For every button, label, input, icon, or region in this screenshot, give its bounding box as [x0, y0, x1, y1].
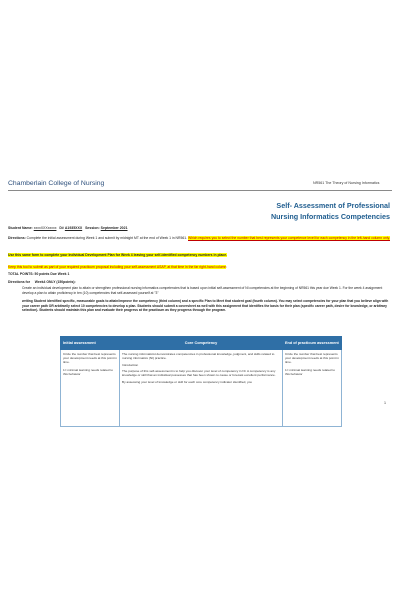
cell-text: The nursing informaticist demonstrates competencies in professional knowledge, judgment, and skills related to nursing informatics (NI) practice.: [122, 352, 275, 361]
directions-label: Directions:: [8, 236, 26, 240]
student-name-label: Student Name:: [8, 226, 33, 230]
student-id-value: A1935XXX: [64, 226, 83, 230]
course-name: NR561 The Theory of Nursing Informatics: [313, 181, 380, 185]
directions-for-week: Week4 ONLY (150points):: [34, 280, 76, 284]
document-title: [271, 200, 390, 222]
directions-paragraph: [8, 236, 396, 241]
use-form-text: Use this same form to complete your Individual Development Plan for Week 4 leaving your self-identified competency numbers in place.: [8, 253, 228, 257]
keep-tool-text: Keep this tool to submit as part of your required practicum proposal including your self-assessment ASAP, at that time in the far right-hand column: [8, 265, 227, 269]
directions-for-body-1: Create an individual development plan to attain or strengthen professional nursing informatics competencies that is based upon initial self-assessment of NI competencies at the beginning of NR561 this year due Week 1. For the week 4 assignment develop a plan to attain proficiency in ten (10) competencies that self-assessed yourself at "3": [22, 286, 383, 295]
title-line-1: Self- Assessment of Professional: [276, 201, 390, 210]
cell-text: Introduction: [122, 363, 139, 368]
header-initial-assessment: Initial assessment: [61, 337, 120, 350]
college-name: Chamberlain College of Nursing: [8, 180, 105, 187]
directions-highlight: Which requires you to select the number that best represents your competence level for each competency in the left-hand column only.: [188, 236, 390, 240]
header-end-assessment: End of practicum assessment: [283, 337, 342, 350]
core-competency-cell: [120, 350, 283, 427]
end-assessment-cell: [283, 350, 342, 427]
directions-for-body-2: writing Student identified specific, measurable goals to attain/improve the competency (third column) and a specific Plan to Meet that student goal (fourth column). You may select competencies for your plan that you believe align with your career path OR arbitrarily select 10 competencies to develop a plan. Students should submit a coversheet as well with this assignment that identifies the basis for their plan (specific career path, desire for knowledge, or arbitrary selection). Students should maintain this plan and evaluate their progress at the practicum as they progress through the program.: [22, 299, 389, 313]
page-number: 1: [384, 401, 386, 405]
session-value: September 2021: [100, 226, 128, 230]
cell-text: The purpose of this self-assessment is to help you discover your level of competency in NI. A competency is any knowledge or skill that an individual possesses that has been shown to cause or forecast excellent performance.: [122, 368, 276, 377]
initial-assessment-cell: [61, 350, 120, 427]
keep-tool-paragraph: [8, 265, 396, 270]
student-name-value: xxxxXXXxxxxx: [33, 226, 57, 230]
table-row: [61, 350, 342, 427]
use-form-paragraph: [8, 253, 396, 258]
page-header: [8, 180, 392, 189]
cell-text: 1= minimal learning needs related to this behavior: [285, 367, 335, 376]
title-line-2: Nursing Informatics Competencies: [270, 212, 390, 221]
header-divider: [8, 190, 392, 191]
total-points: TOTAL POINTS: 50 points Due Week 1: [8, 272, 70, 276]
cell-text: Circle the number that best represents your development needs at this point in time.: [63, 352, 117, 365]
directions-text: Complete the initial assessment during Week 1 and submit by midnight MT at the end of Week 1 in NR561.: [26, 236, 188, 240]
header-core-competency: Core Competency: [120, 337, 283, 350]
cell-text: 1= minimal learning needs related to this behavior: [63, 367, 113, 376]
table-header-row: [61, 337, 342, 350]
directions-for-label: Directions for: [8, 280, 31, 284]
cell-text: Circle the number that best represents your development needs at this point in time.: [285, 352, 339, 365]
session-label: Session:: [85, 226, 100, 230]
student-info-line: [8, 226, 128, 230]
cell-text: By assessing your level of knowledge or skill for each core competency indicator identified, you: [122, 380, 253, 385]
directions-for-heading: [8, 280, 76, 284]
student-id-label: D#: [59, 226, 64, 230]
competency-table: [60, 336, 342, 427]
